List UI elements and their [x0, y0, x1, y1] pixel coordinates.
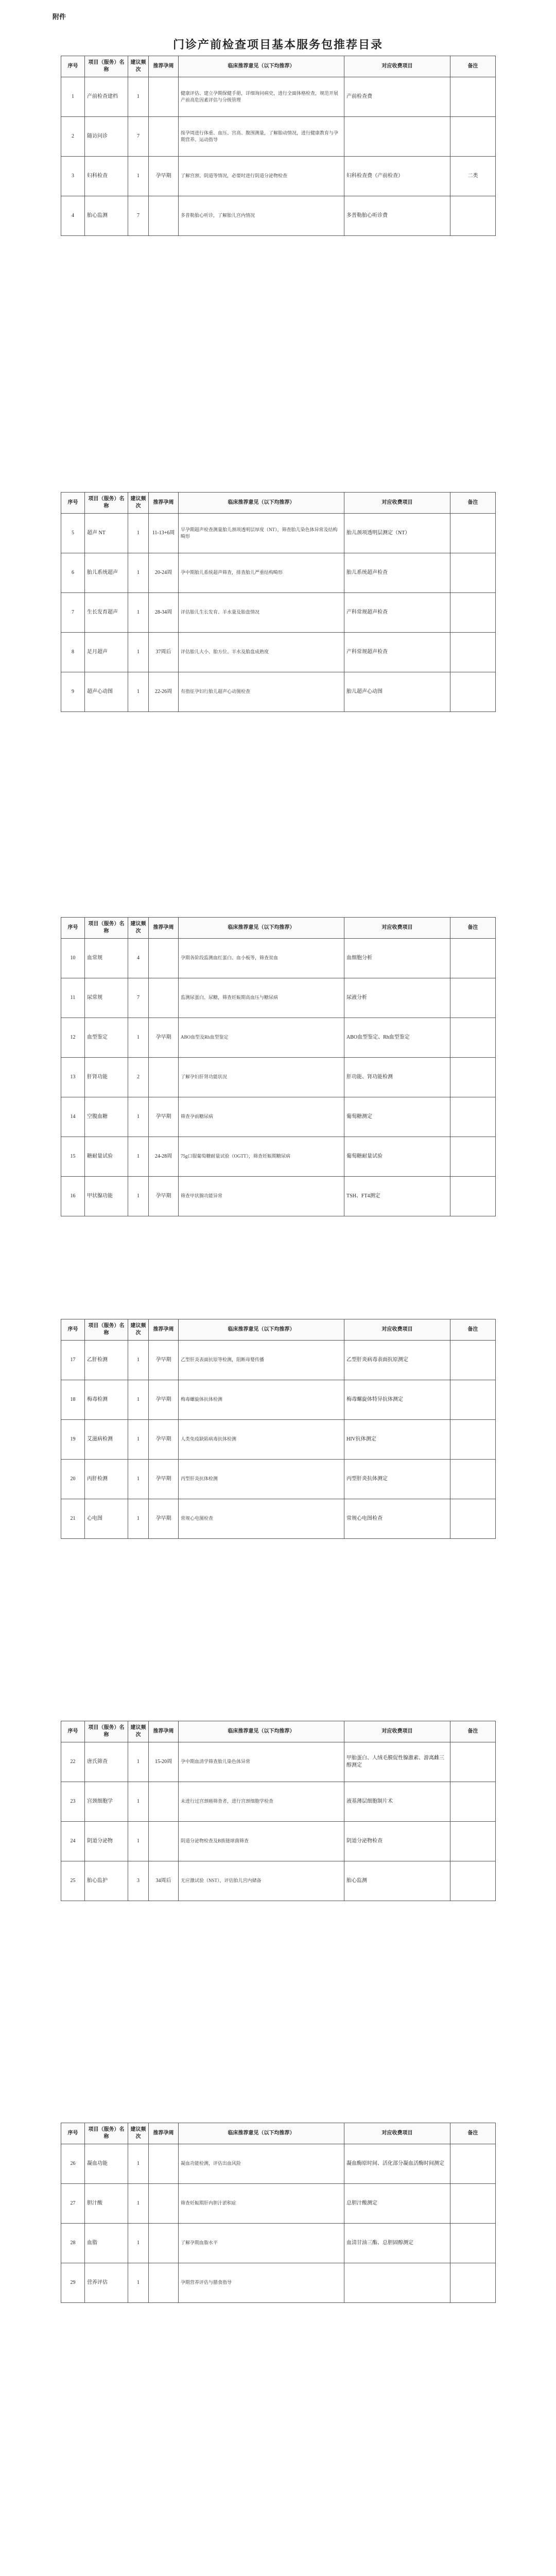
table-row: [61, 196, 496, 236]
table-cell: 丙型肝炎抗体检测: [179, 1460, 344, 1499]
table-cell: 1: [128, 1420, 149, 1460]
table-row: [61, 514, 496, 553]
table-cell: 胎儿颈项透明层测定（NT）: [344, 514, 450, 553]
column-header: 建议频次: [128, 1721, 149, 1742]
table-cell: 10: [61, 939, 85, 978]
table-cell: [450, 1177, 496, 1216]
table-row: [61, 2224, 496, 2263]
table-cell: 健康评估、建立孕期保健手册，详细询问病史，进行全面体格检查，规范开展产前高危因素评估与分级管理: [179, 77, 344, 117]
table-cell: 7: [128, 978, 149, 1018]
table-row: [61, 1380, 496, 1420]
table-cell: [450, 1460, 496, 1499]
table-cell: 了解孕妇肝肾功能状况: [179, 1058, 344, 1097]
table-cell: 17: [61, 1341, 85, 1380]
table-cell: [344, 117, 450, 157]
table-cell: [450, 77, 496, 117]
table-cell: [450, 196, 496, 236]
table-cell: 1: [128, 593, 149, 633]
table-cell: 27: [61, 2184, 85, 2224]
page-title: 门诊产前检查项目基本服务包推荐目录: [172, 38, 383, 51]
table-cell: 19: [61, 1420, 85, 1460]
table-cell: [149, 77, 179, 117]
table-cell: 空腹血糖: [85, 1097, 128, 1137]
table-row: [61, 553, 496, 593]
table-cell: [450, 593, 496, 633]
table-cell: 人类免疫缺陷病毒抗体检测: [179, 1420, 344, 1460]
table-row: [61, 1177, 496, 1216]
table-cell: 2: [128, 1058, 149, 1097]
table-cell: 1: [128, 2224, 149, 2263]
table-cell: 胎心监测: [85, 196, 128, 236]
table-cell: 了解宫颈、阴道等情况，必要时进行阴道分泌物检查: [179, 157, 344, 196]
table-cell: 26: [61, 2144, 85, 2184]
table-cell: 11: [61, 978, 85, 1018]
table-cell: 6: [61, 553, 85, 593]
column-header: 建议频次: [128, 56, 149, 77]
table-cell: [450, 1742, 496, 1782]
table-cell: [450, 2224, 496, 2263]
table-cell: 24: [61, 1822, 85, 1861]
table-cell: 孕期营养评估与膳食指导: [179, 2263, 344, 2303]
table-cell: 甲状腺功能: [85, 1177, 128, 1216]
table-cell: 早孕期超声检查测量胎儿颈项透明层厚度（NT），筛查胎儿染色体异常及结构畸形: [179, 514, 344, 553]
table-cell: 常规心电图检查: [179, 1499, 344, 1539]
table-cell: 葡萄糖耐量试验: [344, 1137, 450, 1177]
table-cell: 梅毒检测: [85, 1380, 128, 1420]
table-cell: 5: [61, 514, 85, 553]
column-header: 备注: [450, 2123, 496, 2144]
service-table-3: [61, 917, 496, 1216]
table-cell: 血细胞分析: [344, 939, 450, 978]
table-cell: 25: [61, 1861, 85, 1901]
table-header-row: [61, 1721, 496, 1742]
table-cell: 血型鉴定: [85, 1018, 128, 1058]
table-cell: 凝血功能: [85, 2144, 128, 2184]
table-cell: 1: [128, 1018, 149, 1058]
table-cell: 孕期各阶段监测血红蛋白、血小板等，筛查贫血: [179, 939, 344, 978]
column-header: 建议频次: [128, 493, 149, 514]
table-cell: 11-13+6周: [149, 514, 179, 553]
table-row: [61, 593, 496, 633]
table-cell: 糖耐量试验: [85, 1137, 128, 1177]
table-cell: [450, 1058, 496, 1097]
table-cell: 未进行过宫颈癌筛查者，进行宫颈细胞学检查: [179, 1782, 344, 1822]
table-cell: 阴道分泌物检查: [344, 1822, 450, 1861]
column-header: 序号: [61, 1721, 85, 1742]
table-cell: 孕早期: [149, 1177, 179, 1216]
table-cell: [450, 117, 496, 157]
table-cell: 22-26周: [149, 672, 179, 712]
column-header: 项目（服务）名称: [85, 56, 128, 77]
column-header: 对应收费项目: [344, 2123, 450, 2144]
table-cell: 心电图: [85, 1499, 128, 1539]
table-cell: 24-28周: [149, 1137, 179, 1177]
table-cell: [149, 2184, 179, 2224]
table-cell: 血脂: [85, 2224, 128, 2263]
column-header: 序号: [61, 918, 85, 939]
service-table-2: [61, 492, 496, 712]
table-cell: 15: [61, 1137, 85, 1177]
table-cell: 1: [128, 157, 149, 196]
table-cell: [450, 939, 496, 978]
table-cell: 按孕周进行体重、血压、宫高、腹围测量，了解胎动情况，进行健康教育与孕期营养、运动指导: [179, 117, 344, 157]
column-header: 序号: [61, 56, 85, 77]
table-row: [61, 1742, 496, 1782]
table-cell: 4: [128, 939, 149, 978]
table-cell: [149, 2224, 179, 2263]
table-cell: 筛查妊娠期肝内胆汁淤积症: [179, 2184, 344, 2224]
table-cell: 评估胎儿生长发育、羊水量及胎盘情况: [179, 593, 344, 633]
table-header-row: [61, 493, 496, 514]
column-header: 序号: [61, 1319, 85, 1341]
column-header: 项目（服务）名称: [85, 2123, 128, 2144]
table-cell: 凝血酶原时间、活化部分凝血活酶时间测定: [344, 2144, 450, 2184]
table-cell: 8: [61, 633, 85, 672]
table-cell: 产科常规超声检查: [344, 633, 450, 672]
table-cell: 梅毒螺旋体特异抗体测定: [344, 1380, 450, 1420]
table-header-row: [61, 918, 496, 939]
table-cell: [149, 196, 179, 236]
table-cell: 总胆汁酸测定: [344, 2184, 450, 2224]
table-cell: [450, 1420, 496, 1460]
table-cell: 28: [61, 2224, 85, 2263]
table-cell: 胆汁酸: [85, 2184, 128, 2224]
table-cell: 34周后: [149, 1861, 179, 1901]
table-cell: 足月超声: [85, 633, 128, 672]
column-header: 对应收费项目: [344, 1319, 450, 1341]
table-cell: 7: [128, 117, 149, 157]
table-cell: 1: [128, 672, 149, 712]
table-row: [61, 1058, 496, 1097]
table-cell: 18: [61, 1380, 85, 1420]
table-cell: 肝肾功能: [85, 1058, 128, 1097]
table-cell: 监测尿蛋白、尿糖，筛查妊娠期高血压与糖尿病: [179, 978, 344, 1018]
service-table-6: [61, 2123, 496, 2303]
table-cell: 多普勒胎心听诊，了解胎儿宫内情况: [179, 196, 344, 236]
table-row: [61, 939, 496, 978]
table-cell: 胎心监护: [85, 1861, 128, 1901]
table-cell: 胎儿超声心动图: [344, 672, 450, 712]
table-cell: 液基薄层细胞制片术: [344, 1782, 450, 1822]
table-cell: [450, 1097, 496, 1137]
table-cell: 14: [61, 1097, 85, 1137]
table-cell: [450, 1380, 496, 1420]
table-cell: [450, 1499, 496, 1539]
table-cell: 1: [128, 77, 149, 117]
table-cell: [450, 1018, 496, 1058]
table-row: [61, 117, 496, 157]
table-cell: [450, 1341, 496, 1380]
table-cell: 阴道分泌物: [85, 1822, 128, 1861]
column-header: 建议频次: [128, 2123, 149, 2144]
table-row: [61, 1782, 496, 1822]
table-cell: 尿常规: [85, 978, 128, 1018]
table-cell: [450, 2184, 496, 2224]
table-cell: 20: [61, 1460, 85, 1499]
column-header: 项目（服务）名称: [85, 918, 128, 939]
table-row: [61, 1822, 496, 1861]
table-row: [61, 672, 496, 712]
column-header: 对应收费项目: [344, 56, 450, 77]
table-cell: 梅毒螺旋体抗体检测: [179, 1380, 344, 1420]
table-cell: TSH、FT4测定: [344, 1177, 450, 1216]
table-cell: 常规心电图检查: [344, 1499, 450, 1539]
table-cell: 孕早期: [149, 1097, 179, 1137]
table-cell: 2: [61, 117, 85, 157]
table-cell: 16: [61, 1177, 85, 1216]
column-header: 项目（服务）名称: [85, 1721, 128, 1742]
table-cell: 甲胎蛋白、人绒毛膜促性腺激素、游离雌三醇测定: [344, 1742, 450, 1782]
table-cell: 乙肝检测: [85, 1341, 128, 1380]
table-cell: 乙型肝炎病毒表面抗原测定: [344, 1341, 450, 1380]
table-cell: [450, 514, 496, 553]
table-cell: 1: [128, 1742, 149, 1782]
table-header-row: [61, 56, 496, 77]
column-header: 临床推荐意见（以下均推荐）: [179, 2123, 344, 2144]
column-header: 临床推荐意见（以下均推荐）: [179, 1721, 344, 1742]
table-cell: 二类: [450, 157, 496, 196]
column-header: 建议频次: [128, 1319, 149, 1341]
table-cell: 尿液分析: [344, 978, 450, 1018]
table-cell: 产科常规超声检查: [344, 593, 450, 633]
service-table-5: [61, 1721, 496, 1901]
column-header: 对应收费项目: [344, 1721, 450, 1742]
table-cell: [450, 978, 496, 1018]
table-cell: 胎儿系统超声检查: [344, 553, 450, 593]
column-header: 项目（服务）名称: [85, 493, 128, 514]
table-cell: [149, 117, 179, 157]
table-cell: 孕早期: [149, 1460, 179, 1499]
table-cell: 妇科检查: [85, 157, 128, 196]
table-cell: 有指征孕妇行胎儿超声心动图检查: [179, 672, 344, 712]
column-header: 推荐孕周: [149, 2123, 179, 2144]
table-cell: 1: [128, 1380, 149, 1420]
table-cell: 1: [128, 1822, 149, 1861]
table-cell: [149, 1822, 179, 1861]
table-cell: 血清甘油三酯、总胆固醇测定: [344, 2224, 450, 2263]
table-cell: 1: [128, 1177, 149, 1216]
table-cell: 筛查甲状腺功能异常: [179, 1177, 344, 1216]
table-cell: 孕早期: [149, 1499, 179, 1539]
table-cell: 血常规: [85, 939, 128, 978]
table-cell: [450, 633, 496, 672]
table-cell: 丙肝检测: [85, 1460, 128, 1499]
table-cell: 75g口服葡萄糖耐量试验（OGTT），筛查妊娠期糖尿病: [179, 1137, 344, 1177]
table-cell: 13: [61, 1058, 85, 1097]
table-cell: 肝功能、肾功能检测: [344, 1058, 450, 1097]
table-cell: 12: [61, 1018, 85, 1058]
table-cell: 筛查孕前糖尿病: [179, 1097, 344, 1137]
table-cell: 1: [128, 633, 149, 672]
table-cell: 23: [61, 1782, 85, 1822]
table-cell: [149, 978, 179, 1018]
table-cell: 1: [128, 2263, 149, 2303]
table-cell: 3: [128, 1861, 149, 1901]
attachment-label: 附件: [53, 13, 66, 21]
table-cell: 1: [128, 2144, 149, 2184]
table-row: [61, 1341, 496, 1380]
column-header: 推荐孕周: [149, 493, 179, 514]
table-cell: 妇科检查费（产前检查）: [344, 157, 450, 196]
table-cell: 了解孕期血脂水平: [179, 2224, 344, 2263]
table-row: [61, 1861, 496, 1901]
column-header: 序号: [61, 2123, 85, 2144]
column-header: 对应收费项目: [344, 493, 450, 514]
table-cell: 1: [128, 1097, 149, 1137]
table-row: [61, 2184, 496, 2224]
table-cell: 1: [128, 1137, 149, 1177]
table-row: [61, 2263, 496, 2303]
table-cell: 孕中期胎儿系统超声筛查，排查胎儿严重结构畸形: [179, 553, 344, 593]
table-cell: 21: [61, 1499, 85, 1539]
table-cell: 7: [61, 593, 85, 633]
table-cell: 孕早期: [149, 1341, 179, 1380]
table-cell: 无应激试验（NST），评估胎儿宫内储备: [179, 1861, 344, 1901]
table-cell: 9: [61, 672, 85, 712]
table-cell: [450, 1782, 496, 1822]
column-header: 推荐孕周: [149, 1319, 179, 1341]
table-cell: [450, 2263, 496, 2303]
table-row: [61, 1018, 496, 1058]
table-cell: 7: [128, 196, 149, 236]
column-header: 备注: [450, 493, 496, 514]
table-cell: 1: [128, 2184, 149, 2224]
table-cell: 产前检查费: [344, 77, 450, 117]
column-header: 项目（服务）名称: [85, 1319, 128, 1341]
table-row: [61, 1499, 496, 1539]
table-cell: 产前检查建档: [85, 77, 128, 117]
table-row: [61, 157, 496, 196]
table-cell: 营养评估: [85, 2263, 128, 2303]
table-cell: [450, 553, 496, 593]
table-cell: 4: [61, 196, 85, 236]
table-cell: 孕早期: [149, 1380, 179, 1420]
table-cell: 1: [128, 553, 149, 593]
service-table-1: [61, 56, 496, 236]
table-cell: 艾滋病检测: [85, 1420, 128, 1460]
table-cell: 凝血功能检测，评估出血风险: [179, 2144, 344, 2184]
table-cell: 随访问诊: [85, 117, 128, 157]
table-cell: 孕中期血清学筛查胎儿染色体异常: [179, 1742, 344, 1782]
table-cell: 阴道分泌物检查及B族链球菌筛查: [179, 1822, 344, 1861]
service-table-4: [61, 1319, 496, 1539]
table-cell: 葡萄糖测定: [344, 1097, 450, 1137]
table-cell: 3: [61, 157, 85, 196]
table-row: [61, 1097, 496, 1137]
column-header: 推荐孕周: [149, 56, 179, 77]
table-cell: [149, 2144, 179, 2184]
table-cell: 1: [128, 514, 149, 553]
table-cell: 37周后: [149, 633, 179, 672]
column-header: 序号: [61, 493, 85, 514]
column-header: 对应收费项目: [344, 918, 450, 939]
table-cell: [450, 1137, 496, 1177]
table-cell: 20-24周: [149, 553, 179, 593]
table-row: [61, 77, 496, 117]
column-header: 备注: [450, 1721, 496, 1742]
table-cell: 乙型肝炎表面抗原等检测，阻断母婴传播: [179, 1341, 344, 1380]
table-cell: [149, 939, 179, 978]
table-cell: 15-20周: [149, 1742, 179, 1782]
table-cell: 1: [128, 1782, 149, 1822]
table-cell: [450, 2144, 496, 2184]
column-header: 备注: [450, 918, 496, 939]
table-cell: 生长发育超声: [85, 593, 128, 633]
table-row: [61, 2144, 496, 2184]
table-row: [61, 978, 496, 1018]
table-cell: 29: [61, 2263, 85, 2303]
column-header: 推荐孕周: [149, 1721, 179, 1742]
table-cell: 胎心监测: [344, 1861, 450, 1901]
table-cell: [450, 1822, 496, 1861]
table-cell: 1: [128, 1460, 149, 1499]
table-cell: [344, 2263, 450, 2303]
column-header: 备注: [450, 1319, 496, 1341]
table-cell: [450, 672, 496, 712]
table-cell: 1: [61, 77, 85, 117]
table-cell: 评估胎儿大小、胎方位、羊水及胎盘成熟度: [179, 633, 344, 672]
table-cell: [450, 1861, 496, 1901]
table-cell: [149, 1782, 179, 1822]
table-header-row: [61, 1319, 496, 1341]
table-cell: 超声 NT: [85, 514, 128, 553]
column-header: 推荐孕周: [149, 918, 179, 939]
table-cell: 孕早期: [149, 1420, 179, 1460]
column-header: 备注: [450, 56, 496, 77]
column-header: 临床推荐意见（以下均推荐）: [179, 918, 344, 939]
table-cell: 1: [128, 1499, 149, 1539]
table-header-row: [61, 2123, 496, 2144]
table-cell: 22: [61, 1742, 85, 1782]
table-row: [61, 1137, 496, 1177]
column-header: 临床推荐意见（以下均推荐）: [179, 493, 344, 514]
table-cell: 28-34周: [149, 593, 179, 633]
table-cell: 孕早期: [149, 1018, 179, 1058]
table-cell: 唐氏筛查: [85, 1742, 128, 1782]
table-cell: ABO血型鉴定、Rh血型鉴定: [344, 1018, 450, 1058]
table-cell: 胎儿系统超声: [85, 553, 128, 593]
table-row: [61, 1420, 496, 1460]
table-cell: HIV抗体测定: [344, 1420, 450, 1460]
table-cell: 宫颈细胞学: [85, 1782, 128, 1822]
table-cell: 孕早期: [149, 157, 179, 196]
table-cell: 超声心动图: [85, 672, 128, 712]
table-cell: 1: [128, 1341, 149, 1380]
column-header: 建议频次: [128, 918, 149, 939]
table-cell: 多普勒胎心听诊费: [344, 196, 450, 236]
column-header: 临床推荐意见（以下均推荐）: [179, 1319, 344, 1341]
table-row: [61, 1460, 496, 1499]
table-cell: ABO血型及Rh血型鉴定: [179, 1018, 344, 1058]
table-cell: 丙型肝炎抗体测定: [344, 1460, 450, 1499]
table-cell: [149, 2263, 179, 2303]
table-row: [61, 633, 496, 672]
column-header: 临床推荐意见（以下均推荐）: [179, 56, 344, 77]
table-cell: [149, 1058, 179, 1097]
